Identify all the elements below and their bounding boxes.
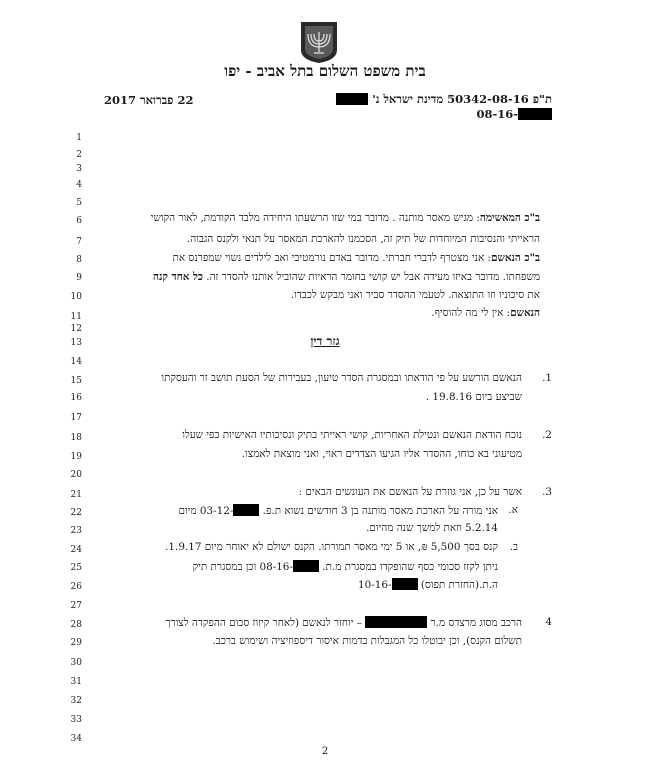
statement-text: : אני מצטרף לדברי חברתי. מדובר באדם נורמטיבי ואב לילדים נשוי שמפרנס את [172,252,491,264]
text-line: שביצע ביום 19.8.16 . [425,391,522,403]
line-number: 29 [70,638,82,648]
redacted-block [293,560,319,572]
statement-text: : מגיש מאסר מותנה . מדובר במי שזו הרשעתו היחידה מלבד הקודמת, לאור הקושי [150,212,480,224]
text-line: הרכב מסוג מרצדס מ.ר – יוחזר לנאשם (לאחר קיזוז סכום ההפקדה לצורך [165,617,522,629]
prosecution-statement [151,212,540,224]
line-number: 22 [70,508,82,518]
text-line: קנס בסך 5,500 ₪, או 5 ימי מאסר תמורתו. הקנס ישולם לא יאוחר מיום 1.9.17. [165,541,498,553]
text-line: הנאשם הורשע על פי הודאתו ובמסגרת הסדר טיעון, בעבירות של הסעת תושב זר והעסקתו [161,372,522,384]
line-number: 31 [70,677,82,687]
line-number: 13 [70,338,82,348]
line-number: 3 [76,164,82,174]
speaker-label: הנאשם [510,307,540,319]
text-line: 5.2.14 וזאת למשך שנה מהיום. [366,522,498,534]
defense-statement [173,252,540,264]
redacted-block [233,504,259,516]
line-number: 30 [70,658,82,668]
redacted-block [336,93,368,105]
item-number: 4 [545,616,552,628]
line-number: 14 [70,357,82,367]
text-line: אני מורה על הארכת מאסר מותנה בן 3 חודשים נשוא ת.פ. -03-12 מיום [178,505,498,517]
line-number: 34 [70,734,82,744]
text-line: נוכח הודאת הנאשם ונטילת האחריות, קושי ראייתי בתיק ונסיבותיו האישיות כפי שעלו [182,429,522,441]
line-number: 17 [70,413,82,423]
line-number: 32 [70,696,82,706]
text-line: את סיכוניו וזו התוצאה. לטעמי ההסדר סביר ואני מבקש לכבדו. [290,289,540,301]
case-number-suffix: -08-16 [476,107,518,121]
text-line: מטיעוני בא כוחו, ההסדר אליו הגיעו הצדדים ראוי, ואני מוצאת לאמצו. [241,448,522,460]
hearing-date: 22 פברואר 2017 [104,93,194,107]
item-number: 2. [542,429,552,441]
defendant-statement [431,307,540,319]
line-number: 6 [76,216,82,226]
line-number: 2 [76,150,82,160]
case-number-line [336,92,552,106]
line-number: 12 [70,324,82,334]
line-number: 15 [70,376,82,386]
line-number: 1 [76,133,82,143]
line-number: 4 [76,180,82,190]
case-number-line-2 [476,107,552,121]
line-number: 28 [70,620,82,630]
page-number: 2 [321,746,329,757]
item-number: 1. [542,372,552,384]
line-number: 10 [70,292,82,302]
line-number: 23 [70,526,82,536]
redacted-block [518,108,552,120]
text-line: ה.ת.(החזרת תפוס) -10-16 [358,579,498,591]
line-number: 19 [70,452,82,462]
redacted-block [365,616,427,628]
sub-item-letter: ב. [509,541,518,553]
line-number: 26 [70,582,82,592]
line-number: 7 [76,237,82,247]
line-number: 11 [70,312,82,322]
line-number: 18 [70,433,82,443]
sub-item-letter: א. [508,504,518,516]
statement-text: : אין לי מה להוסיף. [431,307,511,319]
line-number: 21 [70,490,82,500]
line-number: 8 [76,255,82,265]
redacted-block [392,578,418,590]
state-emblem-icon [298,20,340,64]
line-number: 24 [70,545,82,555]
line-number: 9 [76,273,82,283]
verdict-heading: גזר דין [310,334,340,348]
text-line: תשלום הקנס), וכן יבוטלו כל המגבלות בדמות איסור דיספוזיציה ושימוש ברכב. [212,635,522,647]
line-number: 25 [70,563,82,573]
text-line: ניתן לקזז סכומי כסף שהופקדו במסגרת מ.ת. -08-16 וכן במסגרת תיק [192,561,498,573]
speaker-label: ב"כ הנאשם [491,252,540,264]
line-number: 16 [70,393,82,403]
line-number: 27 [70,601,82,611]
court-title: בית משפט השלום בתל אביב - יפו [224,62,426,80]
line-number: 5 [76,198,82,208]
case-number: ת"פ 50342-08-16 מדינת ישראל נ' [372,92,552,106]
item-number: 3. [542,486,552,498]
text-line: הראייתי והנסיבות המיוחדות של תיק זה, הסכמנו להארכת המאסר על תנאי ולקנס הגבוה. [186,233,540,245]
speaker-label: ב"כ המאשימה [479,212,540,224]
line-number: 33 [70,715,82,725]
text-line: אשר על כן, אני גוזרת על הנאשם את העונשים הבאים : [298,486,522,498]
text-line: משפחתו. מדובר באיזו מעידה אבל יש קושי בחומר הראיות שהוביל אותנו להסדר זה. כל אחד קנה [153,271,540,283]
line-number: 20 [70,470,82,480]
